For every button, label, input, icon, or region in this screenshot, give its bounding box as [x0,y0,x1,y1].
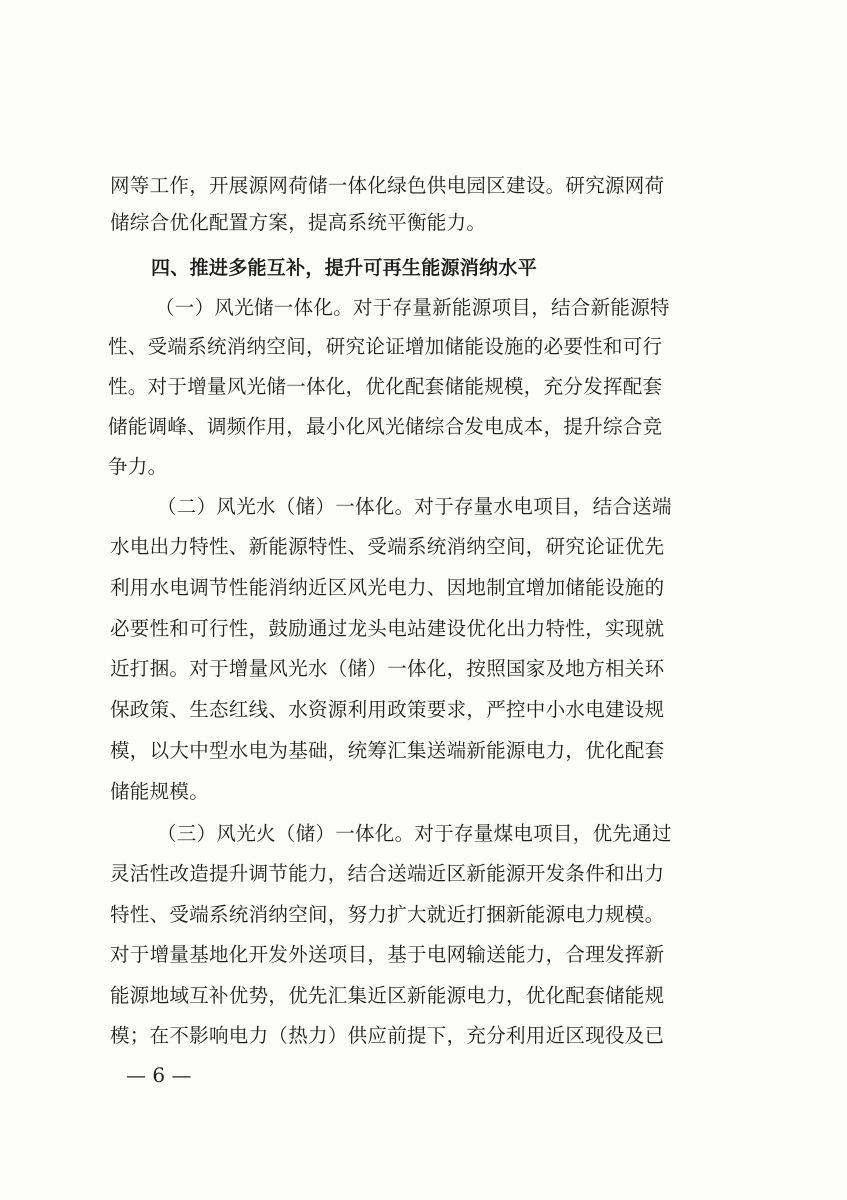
text-line: 模；在不影响电力（热力）供应前提下，充分利用近区现役及已 [110,1024,665,1047]
text-line: 对于增量基地化开发外送项目，基于电网输送能力，合理发挥新 [110,943,665,966]
text-line: （一）风光储一体化。对于存量新能源项目，结合新能源特 [155,296,670,319]
text-line: 利用水电调节性能消纳近区风光电力、因地制宜增加储能设施的 [110,576,665,599]
text-line: 近打捆。对于增量风光水（储）一体化，按照国家及地方相关环 [110,657,665,680]
page-number: — 6 — [126,1063,192,1087]
text-line: 模，以大中型水电为基础，统筹汇集送端新能源电力，优化配套 [110,739,665,762]
text-line: 特性、受端系统消纳空间，努力扩大就近打捆新能源电力规模。 [110,903,665,926]
text-line: （二）风光水（储）一体化。对于存量水电项目，结合送端 [157,495,672,518]
text-line: 性、受端系统消纳空间，研究论证增加储能设施的必要性和可行 [108,335,663,358]
text-line: 储能调峰、调频作用，最小化风光储综合发电成本，提升综合竞 [108,415,663,438]
text-line: 储综合优化配置方案，提高系统平衡能力。 [110,211,487,234]
text-line: （三）风光火（储）一体化。对于存量煤电项目，优先通过 [157,822,672,845]
text-line: 必要性和可行性，鼓励通过龙头电站建设优化出力特性，实现就 [110,617,665,640]
section-heading: 四、推进多能互补，提升可再生能源消纳水平 [151,257,538,279]
text-line: 网等工作，开展源网荷储一体化绿色供电园区建设。研究源网荷 [110,174,665,197]
text-line: 保政策、生态红线、水资源利用政策要求，严控中小水电建设规 [110,698,665,721]
text-line: 储能规模。 [110,780,210,803]
text-line: 水电出力特性、新能源特性、受端系统消纳空间，研究论证优先 [110,535,665,558]
text-line: 灵活性改造提升调节能力，结合送端近区新能源开发条件和出力 [110,862,665,885]
text-line: 性。对于增量风光储一体化，优化配套储能规模，充分发挥配套 [108,375,663,398]
text-line: 争力。 [108,455,168,478]
text-line: 能源地域互补优势，优先汇集近区新能源电力，优化配套储能规 [110,984,665,1007]
